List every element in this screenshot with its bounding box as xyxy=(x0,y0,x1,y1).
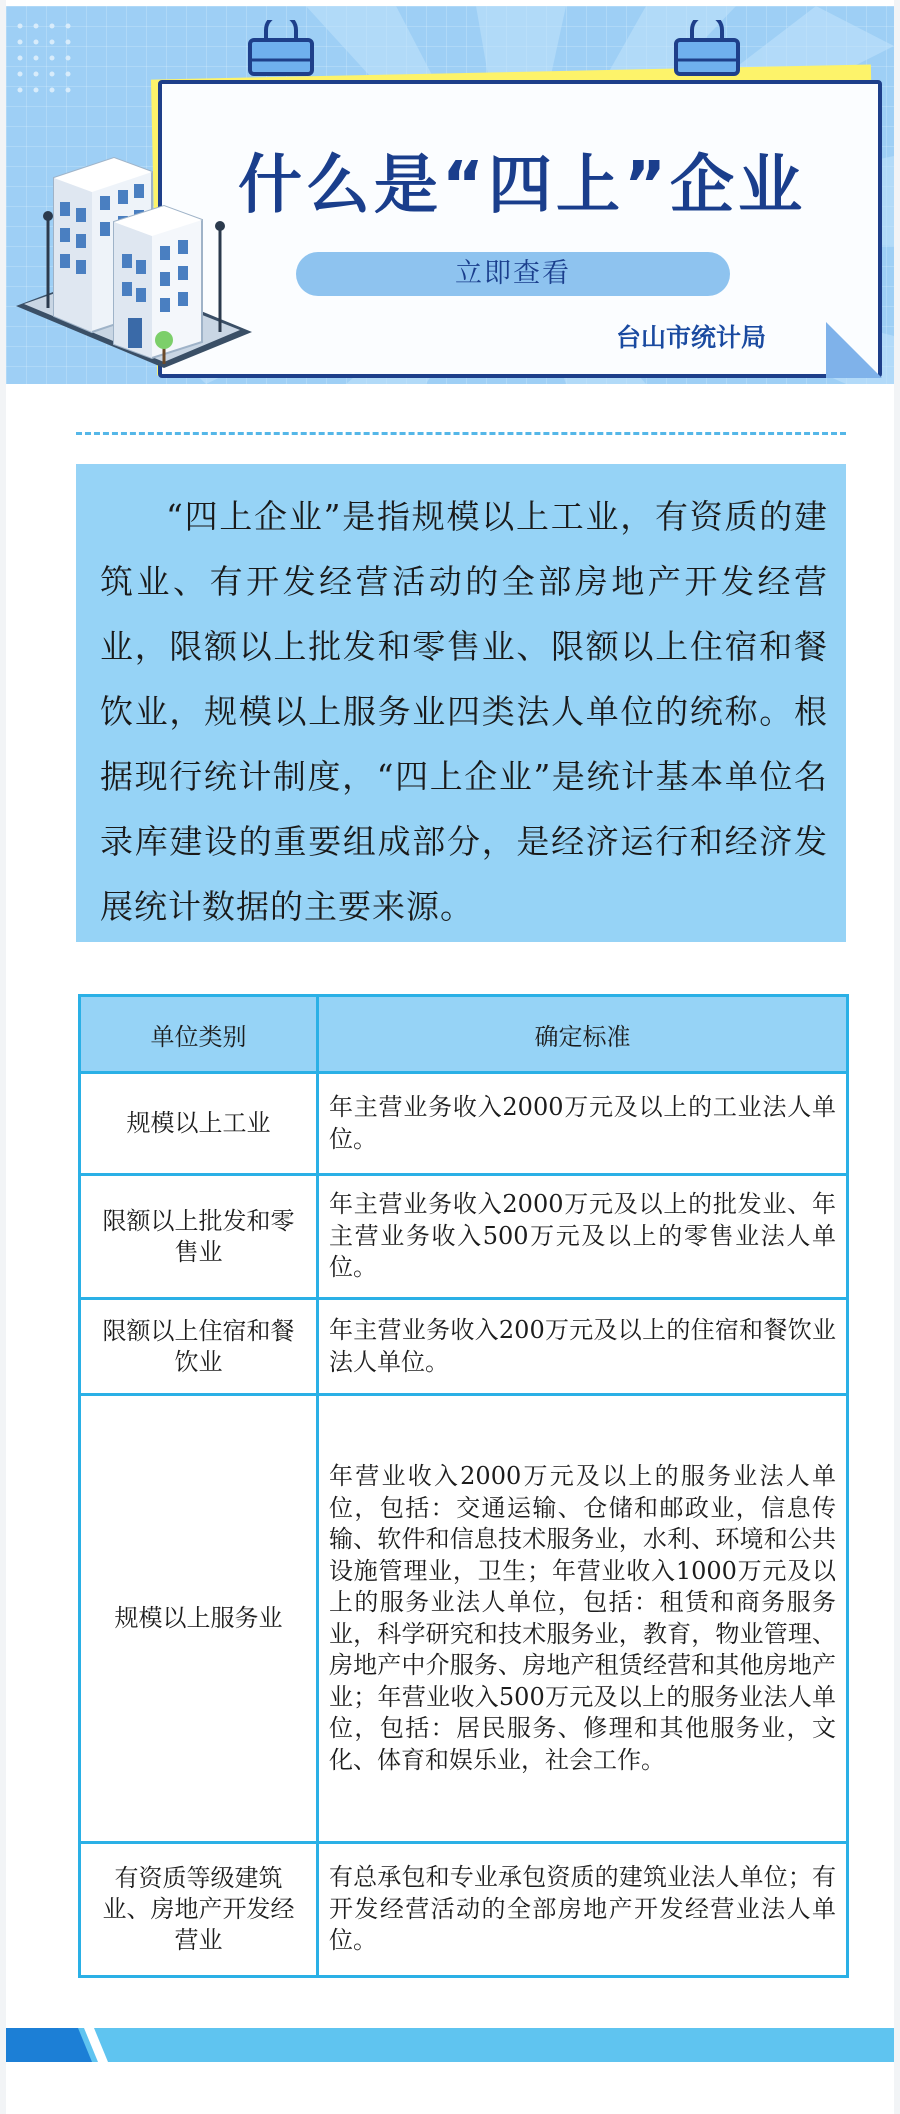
row-category: 规模以上工业 xyxy=(80,1073,318,1175)
header-unit-category: 单位类别 xyxy=(80,996,318,1073)
intro-panel xyxy=(76,464,846,942)
row-standard: 年主营业务收入2000万元及以上的批发业、年主营业务收入500万元及以上的零售业法人单位。 xyxy=(318,1175,848,1299)
table-row xyxy=(80,1175,848,1299)
paper-fold-corner xyxy=(826,322,882,378)
paper-card xyxy=(158,80,882,378)
row-category: 有资质等级建筑业、房地产开发经营业 xyxy=(80,1843,318,1977)
header-criteria: 确定标准 xyxy=(318,996,848,1073)
table-row xyxy=(80,1843,848,1977)
view-now-button[interactable]: 立即查看 xyxy=(296,252,730,296)
table-row xyxy=(80,1395,848,1843)
table-row xyxy=(80,1299,848,1395)
header-banner xyxy=(6,6,894,384)
criteria-table xyxy=(78,994,849,1978)
page xyxy=(6,0,894,2114)
intro-text: “四上企业”是指规模以上工业，有资质的建筑业、有开发经营活动的全部房地产开发经营业，限额以上批发和零售业、限额以上住宿和餐饮业，规模以上服务业四类法人单位的统称。根据现行统计制度，“四上企业”是统计基本单位名录库建设的重要组成部分，是经济运行和经济发展统计数据的主要来源。 xyxy=(100,497,828,926)
row-standard: 有总承包和专业承包资质的建筑业法人单位；有开发经营活动的全部房地产开发经营业法人单位。 xyxy=(318,1843,848,1977)
binder-clip-icon xyxy=(246,20,316,76)
table-row xyxy=(80,1073,848,1175)
table-header-row xyxy=(80,996,848,1073)
page-title: 什么是“四上”企业 xyxy=(237,149,807,223)
footer-stripe xyxy=(6,2028,894,2062)
dot-grid-decoration xyxy=(14,20,94,110)
binder-clip-icon xyxy=(672,20,742,76)
row-standard: 年主营业务收入2000万元及以上的工业法人单位。 xyxy=(318,1073,848,1175)
publisher-label: 台山市统计局 xyxy=(616,323,767,352)
row-standard: 年营业收入2000万元及以上的服务业法人单位，包括：交通运输、仓储和邮政业，信息传输、软件和信息技术服务业，水利、环境和公共设施管理业，卫生；年营业收入1000万元及以上的服务业法人单位，包括：租赁和商务服务业，科学研究和技术服务业，教育，物业管理、房地产中介服务、房地产租赁经营和其他房地产业；年营业收入500万元及以上的服务业法人单位，包括：居民服务、修理和其他服务业，文化、体育和娱乐业，社会工作。 xyxy=(318,1395,848,1843)
row-standard: 年主营业务收入200万元及以上的住宿和餐饮业法人单位。 xyxy=(318,1299,848,1395)
row-category: 限额以上住宿和餐饮业 xyxy=(80,1299,318,1395)
dashed-divider xyxy=(76,432,846,435)
row-category: 规模以上服务业 xyxy=(80,1395,318,1843)
row-category: 限额以上批发和零售业 xyxy=(80,1175,318,1299)
